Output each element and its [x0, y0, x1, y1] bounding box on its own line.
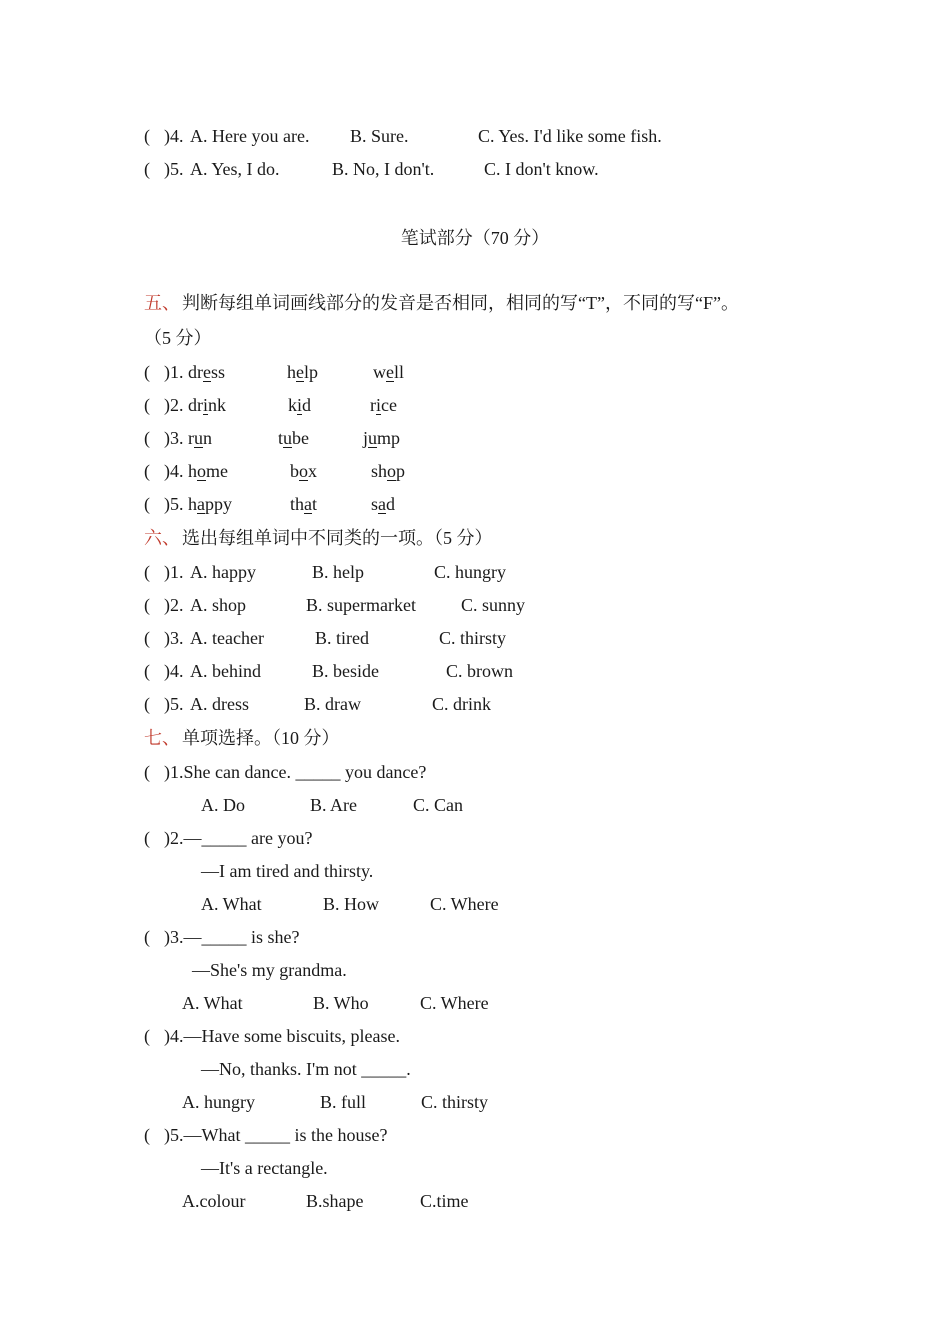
option-b: B. draw [304, 694, 361, 714]
section-title-text: 单项选择。（10 分） [182, 728, 340, 748]
word-3: rice [370, 395, 397, 415]
answer-bracket[interactable]: ( [144, 628, 150, 648]
response-text: —She's my grandma. [192, 960, 347, 980]
option-a: A. teacher [190, 628, 264, 648]
option-c: C. brown [446, 661, 513, 681]
option-a: A. shop [190, 595, 247, 615]
answer-bracket[interactable]: ( [144, 395, 150, 415]
answer-bracket[interactable]: ( [144, 694, 150, 714]
option-a: A. What [201, 894, 262, 914]
written-section-header: 笔试部分（70 分） [400, 228, 550, 248]
option-c: C. Where [430, 894, 499, 914]
option-a: A. dress [190, 694, 249, 714]
option-a: A. behind [190, 661, 261, 681]
answer-bracket[interactable]: ( [144, 1026, 150, 1046]
answer-bracket[interactable]: ( [144, 562, 150, 582]
answer-bracket[interactable]: ( [144, 595, 150, 615]
word-3: shop [371, 461, 406, 481]
answer-bracket[interactable]: ( [144, 428, 150, 448]
question-text: )3.—_____ is she? [164, 927, 300, 947]
option-c: C. hungry [434, 562, 506, 582]
section-number: 六、 [144, 528, 180, 548]
answer-bracket[interactable]: ( [144, 461, 150, 481]
section-title-text: 判断每组单词画线部分的发音是否相同，相同的写“T”，不同的写“F”。 [182, 293, 739, 313]
response-text: —I am tired and thirsty. [201, 861, 374, 881]
option-b: B. Sure. [350, 126, 409, 146]
word-3: sad [371, 494, 396, 514]
option-a: A. hungry [182, 1092, 255, 1112]
option-c: C. I don't know. [484, 159, 599, 179]
word-3: jump [363, 428, 401, 448]
section-number: 七、 [144, 728, 180, 748]
option-c: C. thirsty [421, 1092, 489, 1112]
option-b: B.shape [306, 1191, 364, 1211]
option-a: A.colour [182, 1191, 246, 1211]
option-b: B. How [323, 894, 380, 914]
answer-bracket[interactable]: ( [144, 494, 150, 514]
option-b: B. full [320, 1092, 367, 1112]
answer-bracket[interactable]: ( [144, 828, 150, 848]
option-c: C.time [420, 1191, 469, 1211]
option-c: C. Where [420, 993, 489, 1013]
word-2: tube [278, 428, 310, 448]
answer-bracket[interactable]: ( [144, 927, 150, 947]
answer-bracket[interactable]: ( [144, 661, 150, 681]
option-c: C. Yes. I'd like some fish. [478, 126, 662, 146]
option-b: B. No, I don't. [332, 159, 435, 179]
word-2: box [290, 461, 317, 481]
answer-bracket[interactable]: ( [144, 762, 150, 782]
option-c: C. Can [413, 795, 464, 815]
section-number: 五、 [144, 293, 180, 313]
option-b: B. Are [310, 795, 357, 815]
option-c: C. thirsty [439, 628, 507, 648]
word-3: well [373, 362, 405, 382]
question-text: )2.—_____ are you? [164, 828, 313, 848]
option-a: A. happy [190, 562, 256, 582]
response-text: —No, thanks. I'm not _____. [201, 1059, 411, 1079]
question-text: )1.She can dance. _____ you dance? [164, 762, 427, 782]
option-a: A. Yes, I do. [190, 159, 280, 179]
answer-bracket[interactable]: ( [144, 362, 150, 382]
option-a: A. What [182, 993, 243, 1013]
option-c: C. drink [432, 694, 492, 714]
option-b: B. help [312, 562, 364, 582]
option-b: B. beside [312, 661, 379, 681]
response-text: —It's a rectangle. [201, 1158, 328, 1178]
word-2: help [287, 362, 319, 382]
question-text: )5.—What _____ is the house? [164, 1125, 388, 1145]
answer-bracket[interactable]: ( [144, 1125, 150, 1145]
section-title-text: 选出每组单词中不同类的一项。（5 分） [182, 528, 493, 548]
option-a: A. Do [201, 795, 245, 815]
word-2: that [290, 494, 318, 514]
answer-bracket[interactable]: ( [144, 126, 150, 146]
answer-bracket[interactable]: ( [144, 159, 150, 179]
question-text: )4.—Have some biscuits, please. [164, 1026, 400, 1046]
option-c: C. sunny [461, 595, 526, 615]
option-b: B. supermarket [306, 595, 416, 615]
option-b: B. Who [313, 993, 369, 1013]
option-b: B. tired [315, 628, 369, 648]
word-2: kid [288, 395, 312, 415]
option-a: A. Here you are. [190, 126, 310, 146]
